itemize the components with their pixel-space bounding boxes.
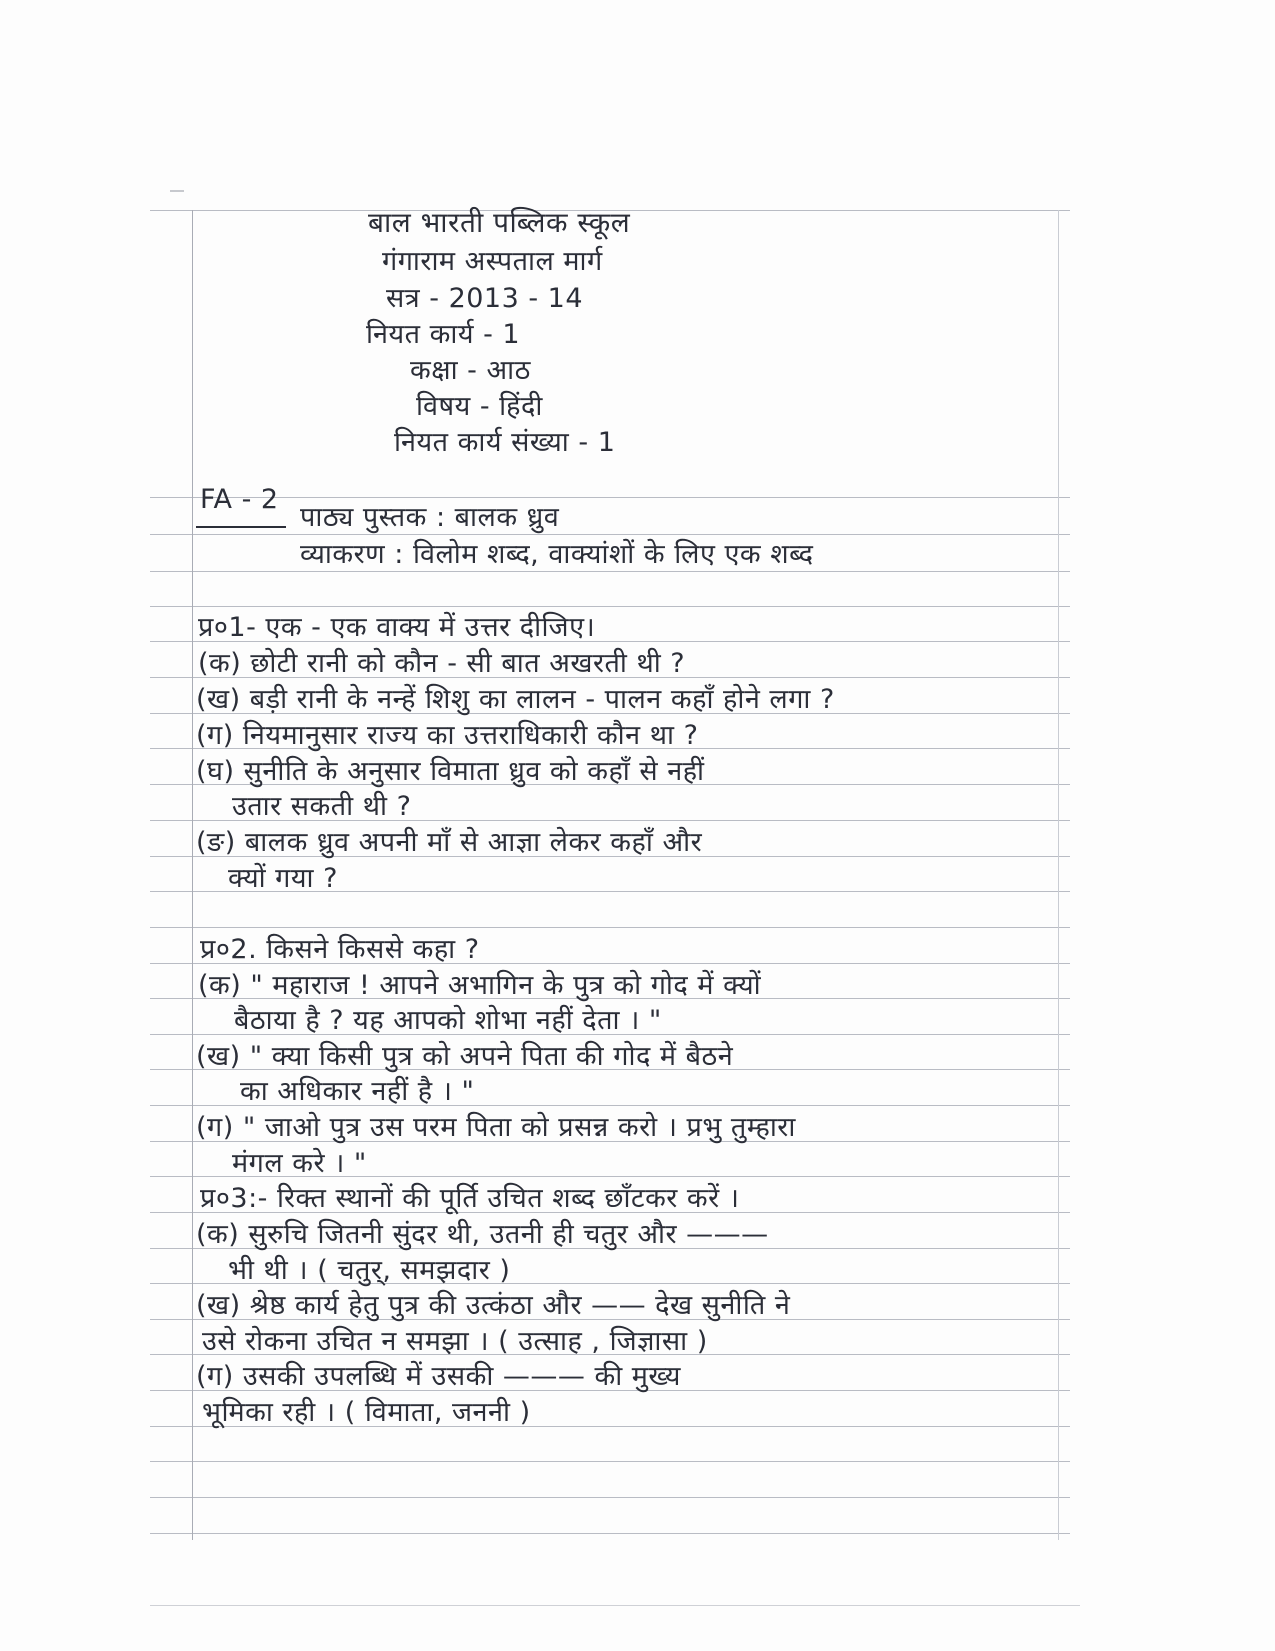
q1-line: (ख) बड़ी रानी के नन्हें शिशु का लालन - पालन कहाँ होने लगा ?: [196, 684, 835, 715]
q2-line: (ग) " जाओ पुत्र उस परम पिता को प्रसन्न करो । प्रभु तुम्हारा: [196, 1112, 796, 1143]
ruled-line: [150, 534, 1070, 535]
q3-line: (क) सुरुचि जितनी सुंदर थी, उतनी ही चतुर और ———: [196, 1219, 769, 1250]
q1-line: क्यों गया ?: [228, 863, 338, 894]
q3-heading: प्र०3:- रिक्त स्थानों की पूर्ति उचित शब्द छाँटकर करें ।: [200, 1183, 740, 1214]
subject-label: विषय - हिंदी: [416, 391, 543, 422]
ruled-line: [150, 497, 1070, 498]
textbook-line: पाठ्य पुस्तक : बालक ध्रुव: [300, 502, 560, 533]
class-label: कक्षा - आठ: [410, 355, 531, 386]
scan-speck: [170, 190, 184, 192]
ruled-line: [150, 927, 1070, 928]
school-address: गंगाराम अस्पताल मार्ग: [382, 246, 603, 277]
right-margin-line: [1058, 210, 1059, 1540]
fa-underline: [196, 526, 286, 528]
ruled-line: [150, 606, 1070, 607]
q3-line: (ख) श्रेष्ठ कार्य हेतु पुत्र की उत्कंठा और —— देख सुनीति ने: [196, 1290, 791, 1321]
ruled-line: [150, 1533, 1070, 1534]
school-name: बाल भारती पब्लिक स्कूल: [368, 206, 631, 239]
q1-line: (क) छोटी रानी को कौन - सी बात अखरती थी ?: [198, 648, 686, 679]
q3-line: भूमिका रही । ( विमाता, जननी ): [202, 1397, 531, 1428]
q3-line: भी थी । ( चतुर्, समझदार ): [228, 1255, 511, 1286]
q1-line: (ग) नियमानुसार राज्य का उत्तराधिकारी कौन था ?: [196, 720, 699, 751]
page-bottom-line: [150, 1605, 1080, 1606]
grammar-line: व्याकरण : विलोम शब्द, वाक्यांशों के लिए एक शब्द: [300, 539, 814, 570]
ruled-line: [150, 1461, 1070, 1462]
q2-line: का अधिकार नहीं है । ": [240, 1076, 475, 1107]
margin-line: [192, 210, 193, 1540]
q2-heading: प्र०2. किसने किससे कहा ?: [200, 934, 480, 965]
q2-line: (क) " महाराज ! आपने अभागिन के पुत्र को गोद में क्यों: [198, 970, 762, 1001]
fa-label: FA - 2: [200, 484, 279, 515]
assignment-number: नियत कार्य संख्या - 1: [394, 427, 616, 458]
ruled-line: [150, 571, 1070, 572]
session: सत्र - 2013 - 14: [386, 283, 584, 314]
assignment-title: नियत कार्य - 1: [366, 319, 521, 350]
q3-line: (ग) उसकी उपलब्धि में उसकी ——— की मुख्य: [196, 1361, 681, 1392]
q1-line: (ङ) बालक ध्रुव अपनी माँ से आज्ञा लेकर कहाँ और: [196, 827, 703, 858]
q1-heading: प्र०1- एक - एक वाक्य में उत्तर दीजिए।: [198, 612, 596, 643]
q2-line: मंगल करे । ": [232, 1148, 367, 1179]
q2-line: बैठाया है ? यह आपको शोभा नहीं देता । ": [234, 1005, 662, 1036]
q1-line: (घ) सुनीति के अनुसार विमाता ध्रुव को कहाँ से नहीं: [196, 756, 705, 787]
q2-line: (ख) " क्या किसी पुत्र को अपने पिता की गोद में बैठने: [196, 1041, 734, 1072]
q1-line: उतार सकती थी ?: [232, 791, 412, 822]
ruled-line: [150, 1497, 1070, 1498]
q3-line: उसे रोकना उचित न समझा । ( उत्साह , जिज्ञासा ): [202, 1326, 708, 1357]
